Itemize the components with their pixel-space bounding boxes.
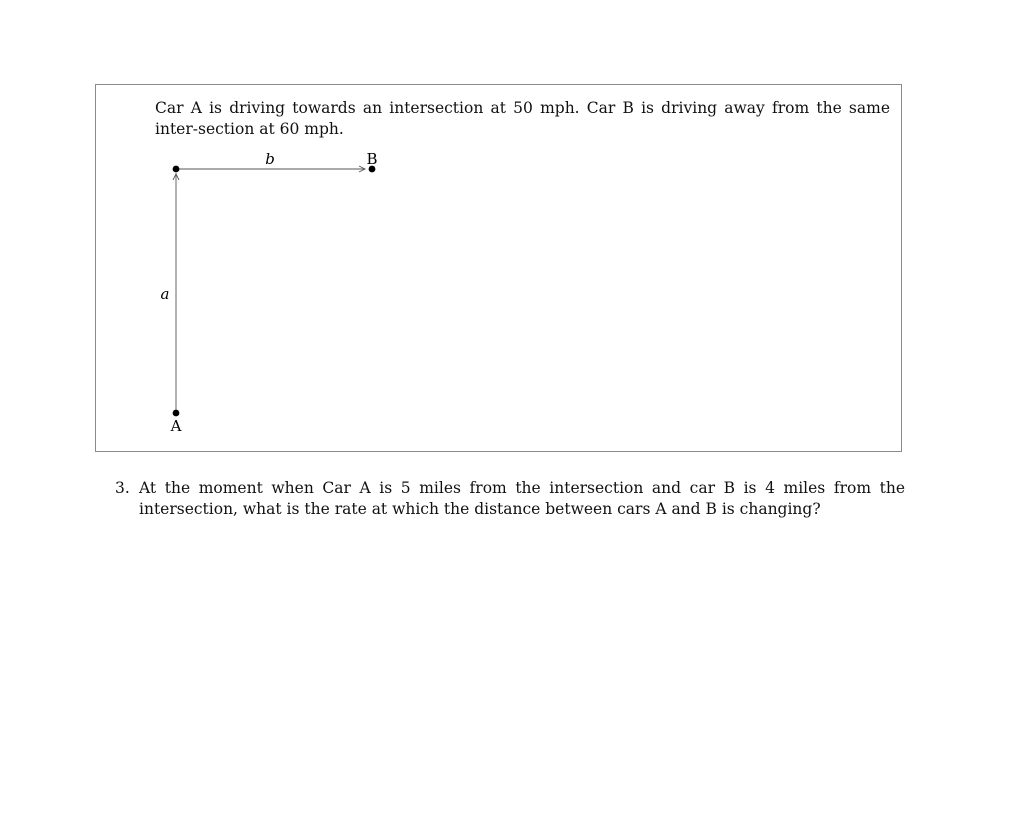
- label-b-segment: b: [265, 150, 275, 168]
- label-point-a: A: [170, 417, 182, 435]
- intersection-point: [173, 166, 180, 173]
- label-point-b: B: [366, 150, 378, 168]
- question-3: [115, 478, 905, 520]
- problem-intro-text: Car A is driving towards an intersection at 50 mph. Car B is driving away from the same inter-section at 60 mph.: [155, 99, 890, 138]
- question-number: 3.: [115, 479, 130, 497]
- question-text: At the moment when Car A is 5 miles from the intersection and car B is 4 miles from the intersection, what is the rate at which the distance between cars A and B is changing?: [139, 479, 905, 518]
- label-a-segment: a: [160, 285, 170, 303]
- intersection-diagram: [96, 85, 903, 453]
- point-a: [173, 410, 180, 417]
- problem-box: [95, 84, 902, 452]
